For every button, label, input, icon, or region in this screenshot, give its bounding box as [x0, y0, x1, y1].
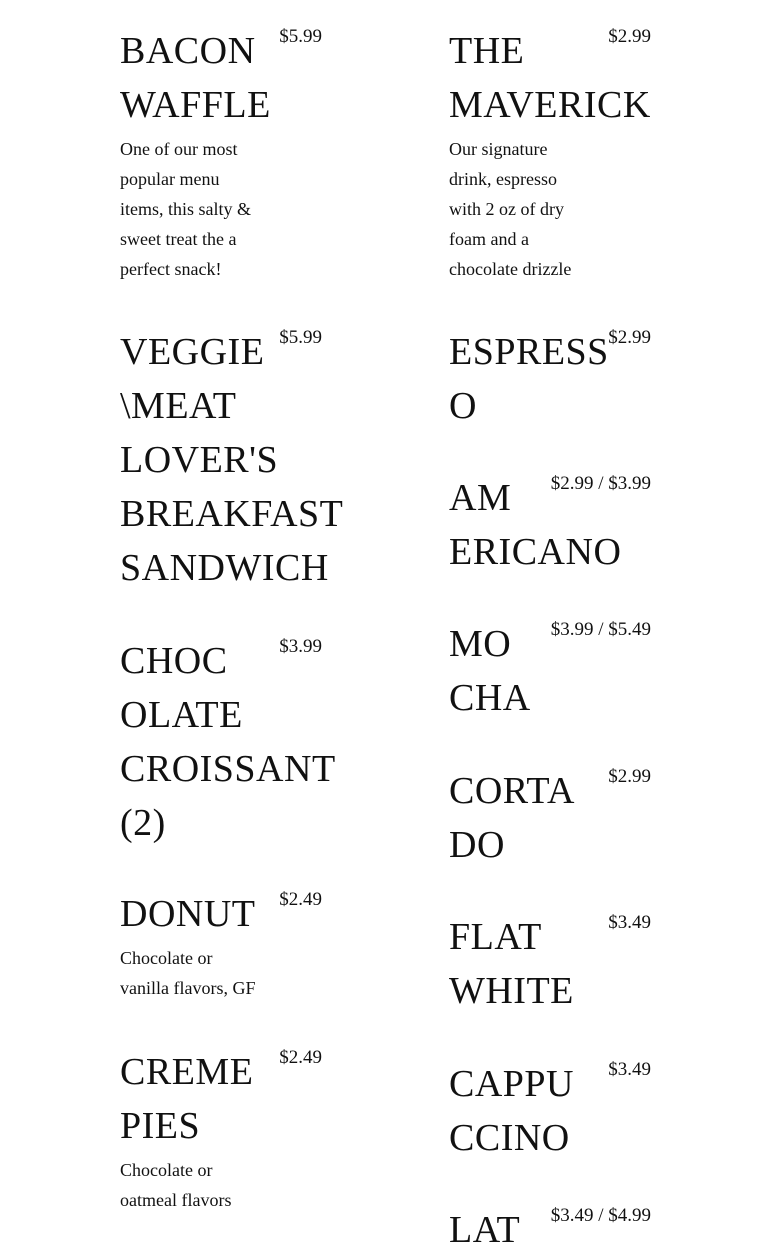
- item-description: Chocolate or vanilla flavors, GF: [120, 948, 256, 998]
- item-price: $2.99 / $3.99: [550, 473, 651, 494]
- item-description: Chocolate or oatmeal flavors: [120, 1160, 232, 1210]
- item-price: $2.99: [608, 26, 651, 47]
- item-name: MO CHA: [449, 623, 531, 719]
- item-name: BACON WAFFLE: [120, 30, 271, 126]
- item-description: Our signature drink, espresso with 2 oz of dry foam and a chocolate drizzle: [449, 139, 572, 279]
- item-price: $5.99: [279, 327, 322, 348]
- item-name: VEGGIE \MEAT LOVER'S BREAKFAST SANDWICH: [120, 331, 344, 589]
- item-price: $3.49: [608, 912, 651, 933]
- item-price: $2.49: [279, 889, 322, 910]
- item-price: $3.49 / $4.99: [550, 1205, 651, 1226]
- item-price: $3.99: [279, 636, 322, 657]
- item-name: CHOC OLATE CROISSANT (2): [120, 640, 336, 844]
- item-price: $3.49: [608, 1059, 651, 1080]
- item-price: $2.99: [608, 327, 651, 348]
- item-price: $3.99 / $5.49: [550, 619, 651, 640]
- item-name: AM ERICANO: [449, 477, 622, 573]
- item-name: CAPPU CCINO: [449, 1063, 574, 1159]
- item-price: $2.49: [279, 1047, 322, 1068]
- item-name: ESPRESS O: [449, 331, 609, 427]
- item-description: One of our most popular menu items, this salty & sweet treat the a perfect snack!: [120, 139, 252, 279]
- item-name: LAT: [449, 1209, 521, 1251]
- item-price: $5.99: [279, 26, 322, 47]
- item-name: FLAT WHITE: [449, 916, 574, 1012]
- item-name: CORTA DO: [449, 770, 575, 866]
- item-name: THE MAVERICK: [449, 30, 651, 126]
- item-name: DONUT: [120, 893, 256, 935]
- item-price: $2.99: [608, 766, 651, 787]
- item-name: CREME PIES: [120, 1051, 254, 1147]
